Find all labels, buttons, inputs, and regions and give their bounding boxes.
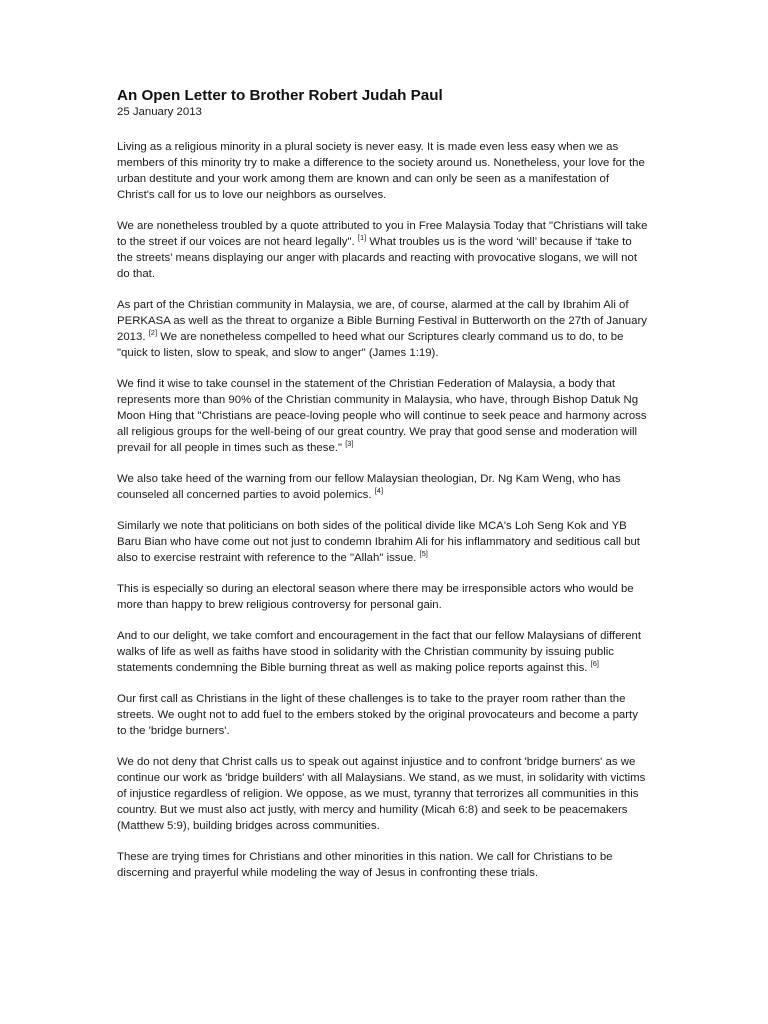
paragraph-text: We do not deny that Christ calls us to speak out against injustice and to confront 'bridge burners' as we continue our work as 'bridge builders' with all Malaysians. We stand, as we must, in solidarity with victims of injustice regardless of religion. We oppose, as we must, tyranny that terrorizes all communities in this country. But we must also act justly, with mercy and humility (Micah 6:8) and seek to be peacemakers (Matthew 5:9), building bridges across communities.: [117, 756, 646, 832]
paragraph-2: [117, 218, 649, 282]
paragraph-text: We also take heed of the warning from our fellow Malaysian theologian, Dr. Ng Kam Weng, who has counseled all concerned parties to avoid polemics.: [117, 473, 621, 501]
paragraph-text: And to our delight, we take comfort and encouragement in the fact that our fellow Malaysians of different walks of life as well as faiths have stood in solidarity with the Christian community by issuing public statements condemning the Bible burning threat as well as making police reports against this.: [117, 630, 642, 674]
footnote-ref[interactable]: [5]: [419, 549, 428, 559]
paragraph-10: [117, 754, 649, 834]
paragraph-text: Similarly we note that politicians on both sides of the political divide like MCA's Loh Seng Kok and YB Baru Bian who have come out not just to condemn Ibrahim Ali for his inflammatory and seditious call but also to exercise restraint with reference to the "Allah" issue.: [117, 520, 640, 564]
footnote-ref[interactable]: [1]: [357, 233, 367, 243]
paragraph-text: We find it wise to take counsel in the statement of the Christian Federation of Malaysia, a body that represents more than 90% of the Christian community in Malaysia, who have, through Bishop Datuk Ng Moon Hing that "Christians are peace-loving people who will continue to seek peace and harmony across all religious groups for the well-being of our great country. We pray that good sense and moderation will prevail for all people in times such as these.": [117, 378, 647, 454]
paragraph-text: This is especially so during an electoral season where there may be irresponsible actors who would be more than happy to brew religious controversy for personal gain.: [117, 583, 634, 611]
footnote-ref[interactable]: [4]: [374, 486, 384, 496]
footnote-ref[interactable]: [2]: [148, 328, 158, 338]
paragraph-text: We are nonetheless troubled by a quote attributed to you in Free Malaysia Today that "Christians will take to the street if our voices are not heard legally".: [117, 220, 648, 248]
paragraph-7: [117, 581, 649, 613]
paragraph-1: [117, 139, 649, 203]
paragraph-9: [117, 691, 649, 739]
paragraph-text: These are trying times for Christians and other minorities in this nation. We call for Christians to be discerning and prayerful while modeling the way of Jesus in confronting these trials.: [117, 851, 613, 879]
paragraph-text: As part of the Christian community in Malaysia, we are, of course, alarmed at the call by Ibrahim Ali of PERKASA as well as the threat to organize a Bible Burning Festival in Butterworth on the 27th of January 2013.: [117, 299, 647, 343]
paragraph-6: [117, 518, 649, 566]
paragraph-8: [117, 628, 649, 676]
paragraph-11: [117, 849, 649, 881]
letter-title: An Open Letter to Brother Robert Judah Paul: [117, 87, 443, 104]
footnote-ref[interactable]: [3]: [345, 439, 354, 449]
letter-date: 25 January 2013: [117, 106, 202, 118]
paragraph-text: Living as a religious minority in a plural society is never easy. It is made even less easy when we as members of this minority try to make a difference to the society around us. Nonetheless, your love for the urban destitute and your work among them are known and can only be seen as a manifestation of Christ's call for us to love our neighbors as ourselves.: [117, 141, 645, 201]
footnote-ref[interactable]: [6]: [590, 659, 599, 669]
paragraph-3: [117, 297, 649, 361]
paragraph-4: [117, 376, 649, 456]
paragraph-text-continued: What troubles us is the word ‘will’ because if ‘take to the streets’ means displaying our anger with placards and reacting with provocative slogans, we will not do that.: [117, 236, 638, 280]
paragraph-5: [117, 471, 649, 503]
paragraph-text-continued: We are nonetheless compelled to heed what our Scriptures clearly command us to do, to be "quick to listen, slow to speak, and slow to anger" (James 1:19).: [117, 331, 624, 359]
letter-page: [117, 86, 649, 896]
paragraph-text: Our first call as Christians in the light of these challenges is to take to the prayer room rather than the streets. We ought not to add fuel to the embers stoked by the original provocateurs and become a party to the 'bridge burners'.: [117, 693, 638, 737]
